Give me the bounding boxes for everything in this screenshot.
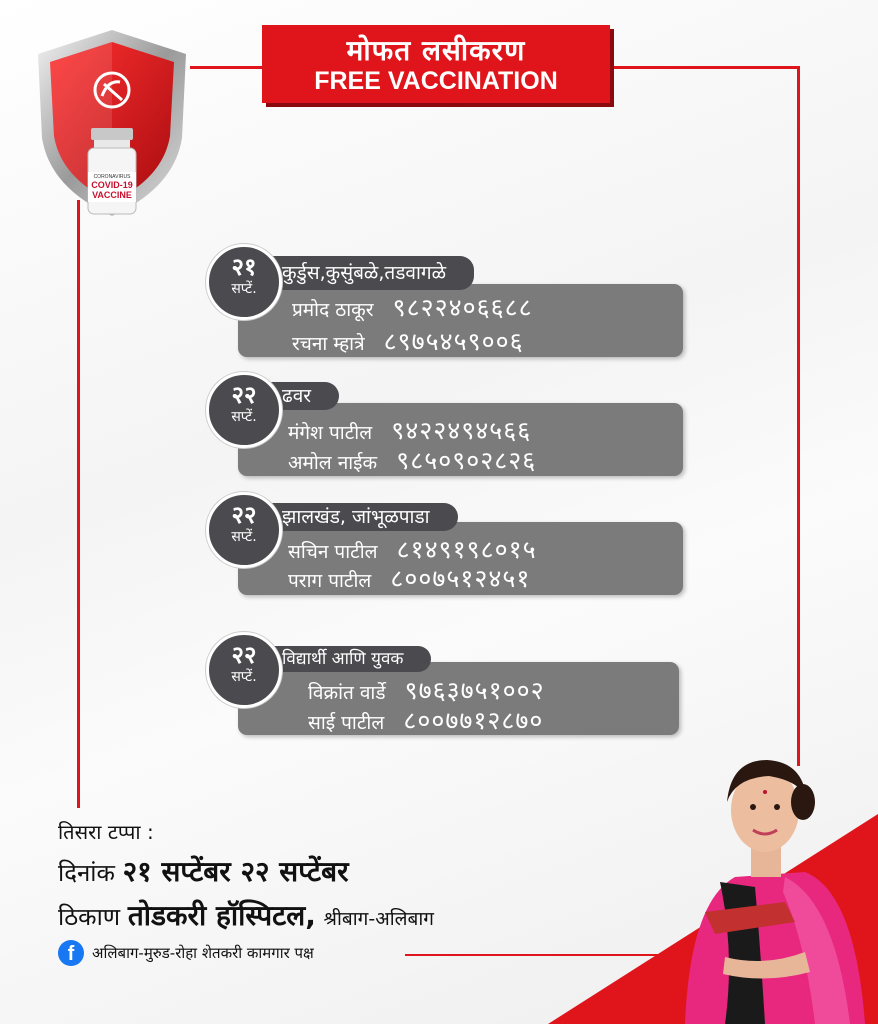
date-month: सप्टें.: [231, 669, 257, 685]
dates-value: २१ सप्टेंबर २२ सप्टेंबर: [122, 855, 349, 888]
contact-phone: ८९७५४५९००६: [383, 327, 524, 356]
contact-row: [288, 443, 536, 477]
location-tab: ढवर: [256, 382, 339, 410]
date-month: सप्टें.: [231, 281, 257, 297]
contact-phone: ९८२२४०६६८८: [392, 293, 533, 322]
place-prefix: ठिकाण: [58, 903, 121, 931]
vaccine-shield-icon: [36, 28, 188, 218]
contact-name: प्रमोद ठाकूर: [292, 299, 374, 321]
location-tab: झालखंड, जांभूळपाडा: [256, 503, 458, 531]
contact-row: [292, 324, 524, 358]
date-badge: [206, 632, 282, 708]
place-line: [58, 896, 434, 934]
contact-name: मंगेश पाटील: [288, 422, 373, 444]
title-banner: [262, 25, 610, 103]
frame-line-left: [77, 200, 80, 808]
contact-name: रचना म्हात्रे: [292, 333, 365, 355]
contact-phone: ९७६३७५१००२: [404, 676, 545, 705]
vaccine-label-sub: VACCINE: [92, 190, 132, 200]
contact-phone: ८००७५१२४५१: [390, 564, 531, 593]
facebook-icon: f: [58, 940, 84, 966]
date-day: २२: [231, 381, 257, 409]
title-marathi: मोफत लसीकरण: [346, 34, 526, 67]
contact-row: [288, 561, 530, 595]
contact-row: [308, 703, 543, 737]
contact-row: [292, 290, 533, 324]
contact-phone: ८००७७१२८७०: [403, 706, 544, 735]
contact-name: सचिन पाटील: [288, 541, 378, 563]
date-badge: [206, 492, 282, 568]
facebook-page-name: अलिबाग-मुरुड-रोहा शेतकरी कामगार पक्ष: [92, 944, 314, 962]
location-tab: कुर्डुस,कुसुंबळे,तडवागळे: [256, 256, 474, 290]
date-day: २२: [231, 641, 257, 669]
date-day: २१: [231, 253, 257, 281]
place-suffix: श्रीबाग-अलिबाग: [323, 908, 434, 930]
contact-name: अमोल नाईक: [288, 452, 378, 474]
contact-phone: ८१४९१९८०१५: [396, 535, 537, 564]
dates-prefix: दिनांक: [58, 859, 115, 887]
contact-name: साई पाटील: [308, 712, 385, 734]
vaccine-label-small: CORONAVIRUS: [93, 174, 131, 180]
contact-phone: ९८५०९०२८२६: [396, 446, 537, 475]
location-tab: विद्यार्थी आणि युवक: [256, 646, 431, 672]
vaccine-label-main: COVID-19: [91, 180, 133, 190]
place-value: तोडकरी हॉस्पिटल,: [127, 899, 316, 932]
title-english: FREE VACCINATION: [314, 67, 558, 95]
date-month: सप्टें.: [231, 409, 257, 425]
frame-line-right: [797, 66, 800, 766]
contact-name: विक्रांत वार्डे: [308, 682, 386, 704]
facebook-link[interactable]: [58, 940, 314, 966]
contact-row: [308, 673, 545, 707]
contact-phone: ९४२२४९४५६६: [391, 416, 532, 445]
date-badge: [206, 372, 282, 448]
contact-row: [288, 413, 531, 447]
date-day: २२: [231, 501, 257, 529]
dates-line: [58, 852, 349, 890]
date-badge: [206, 244, 282, 320]
date-month: सप्टें.: [231, 529, 257, 545]
phase-label: तिसरा टप्पा :: [58, 820, 154, 844]
woman-portrait-illustration: [665, 752, 878, 1024]
contact-name: पराग पाटील: [288, 570, 372, 592]
